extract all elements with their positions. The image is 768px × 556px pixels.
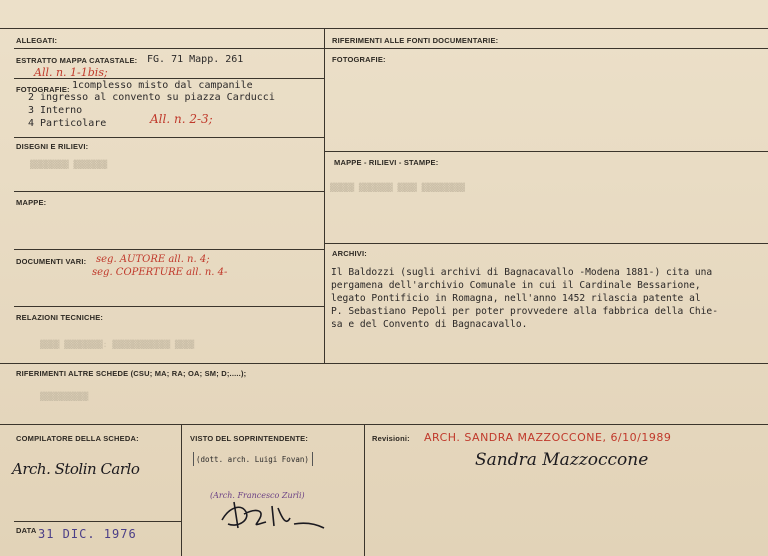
rule <box>14 48 324 49</box>
archivi-line: pergamena dell'archivio Comunale in cui il Cardinale Bessarione, <box>331 280 701 291</box>
fotografie-item: 2 ingresso al convento su piazza Carducci <box>28 92 275 103</box>
label-disegni: DISEGNI E RILIEVI: <box>16 142 89 151</box>
bracket <box>193 452 194 466</box>
label-visto: VISTO DEL SOPRINTENDENTE: <box>190 434 309 443</box>
column-divider <box>324 28 325 363</box>
rule <box>14 249 324 250</box>
label-fotografie-left: FOTOGRAFIE: <box>16 85 70 94</box>
estratto-value: FG. 71 Mapp. 261 <box>147 54 244 65</box>
visto-name: (dott. arch. Luigi Fovan) <box>196 455 309 464</box>
rule <box>14 306 324 307</box>
archivi-line: legato Pontificio in Romagna, nell'anno 1452 rilascia patente al <box>331 293 701 304</box>
label-fotografie-right: FOTOGRAFIE: <box>332 55 386 64</box>
revisioni-value: ARCH. SANDRA MAZZOCCONE, 6/10/1989 <box>424 431 672 444</box>
documenti-vari-line: seg. AUTORE all. n. 4; <box>96 254 210 265</box>
revisioni-signature: Sandra Mazzoccone <box>475 450 649 470</box>
bleed-through-text: ▓▓▓▓▓▓▓▓ ▓▓▓▓▓▓▓ <box>30 160 108 169</box>
documenti-vari-line: seg. COPERTURE all. n. 4- <box>92 267 228 278</box>
rule <box>324 48 768 49</box>
bleed-through-text: ▓▓▓▓ ▓▓▓▓▓▓▓▓: ▓▓▓▓▓▓▓▓▓▓▓▓ ▓▓▓▓ <box>40 340 195 349</box>
label-data: DATA <box>16 526 37 535</box>
rule <box>0 363 768 364</box>
archivi-line: P. Sebastiano Pepoli per poter provvedere alla fabbrica della Chie- <box>331 306 718 317</box>
fotografie-item: 4 Particolare <box>28 118 107 129</box>
label-documenti-vari: DOCUMENTI VARI: <box>16 257 87 266</box>
rule <box>324 151 768 152</box>
fotografie-allegati-handwritten: All. n. 2-3; <box>150 112 213 126</box>
fotografie-item: 1complesso misto dal campanile <box>72 80 253 91</box>
rule <box>14 191 324 192</box>
rule <box>14 137 324 138</box>
bracket <box>312 452 313 466</box>
rule <box>0 28 768 29</box>
column-divider <box>364 424 365 556</box>
label-estratto-mappa: ESTRATTO MAPPA CATASTALE: <box>16 56 138 65</box>
visto-stamp: (Arch. Francesco Zurli) <box>210 491 305 500</box>
bleed-through-text: ▓▓▓▓▓▓▓▓▓▓ <box>40 392 89 401</box>
label-relazioni: RELAZIONI TECNICHE: <box>16 313 104 322</box>
archivi-line: sa e del Convento di Bagnacavallo. <box>331 319 528 330</box>
label-allegati: ALLEGATI: <box>16 36 58 45</box>
label-mappe-rilievi: MAPPE - RILIEVI - STAMPE: <box>334 158 439 167</box>
rule <box>324 243 768 244</box>
label-riferimenti-schede: RIFERIMENTI ALTRE SCHEDE (CSU; MA; RA; OA; SM; D;.....); <box>16 369 247 378</box>
label-mappe: MAPPE: <box>16 198 47 207</box>
rule <box>14 521 181 522</box>
fotografie-item: 3 Interno <box>28 105 83 116</box>
label-revisioni: Revisioni: <box>372 434 410 443</box>
data-stamp: 31 DIC. 1976 <box>38 527 137 541</box>
archivi-line: Il Baldozzi (sugli archivi di Bagnacavallo -Modena 1881-) cita una <box>331 267 713 278</box>
compilatore-signature: Arch. Stolin Carlo <box>12 460 140 478</box>
archivi-text <box>331 266 763 331</box>
rule <box>0 424 768 425</box>
estratto-allegati-handwritten: All. n. 1-1bis; <box>34 66 108 79</box>
label-archivi: ARCHIVI: <box>332 249 367 258</box>
column-divider <box>181 424 182 556</box>
label-compilatore: COMPILATORE DELLA SCHEDA: <box>16 434 139 443</box>
bleed-through-text: ▓▓▓▓▓ ▓▓▓▓▓▓▓ ▓▓▓▓ ▓▓▓▓▓▓▓▓▓ <box>330 183 465 192</box>
label-riferimenti-fonti: RIFERIMENTI ALLE FONTI DOCUMENTARIE: <box>332 36 499 45</box>
visto-signature-scribble <box>216 498 328 532</box>
